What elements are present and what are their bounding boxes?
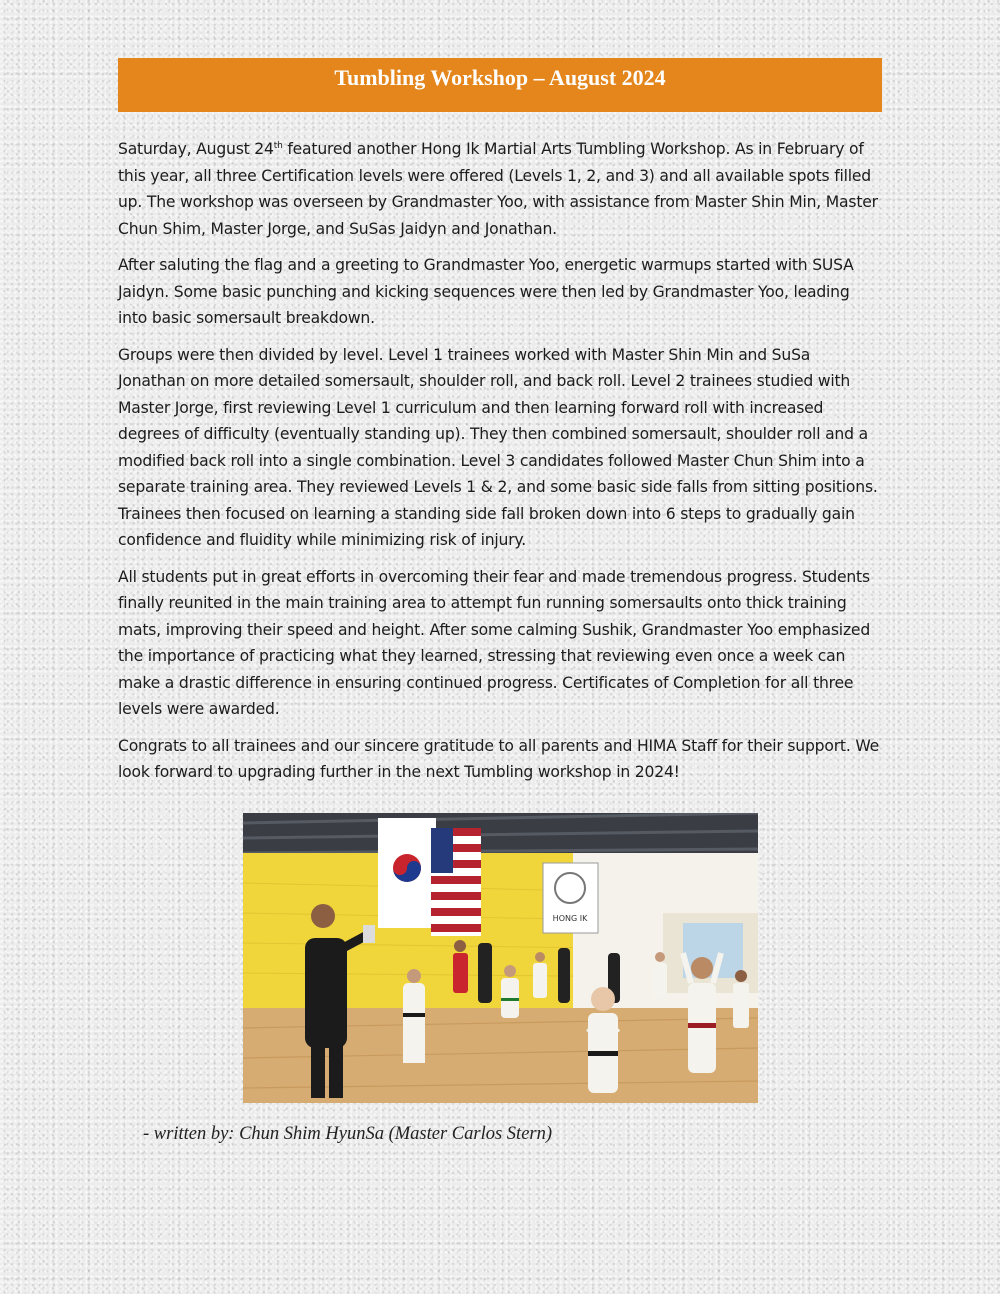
paragraph-thanks: Congrats to all trainees and our sincere gratitude to all parents and HIMA Staff for their support. We look forward to upgrading further in the next Tumbling workshop in 2024! — [118, 736, 880, 781]
paragraph-progress: All students put in great efforts in overcoming their fear and made tremendous progress. Students finally reunited in the main training area to attempt fun running somersaults onto thick training mats, improving their speed and height. After some calming Sushik, Grandmaster Yoo emphasized the importance of practicing what they learned, stressing that reviewing even once a week can make a drastic difference in ensuring continued progress. Certificates of Completion for all three levels were awarded. — [118, 567, 871, 718]
paragraph-groups: Groups were then divided by level. Level 1 trainees worked with Master Shin Min and SuSa Jonathan on more detailed somersault, shoulder roll, and back roll. Level 2 trainees studied with Master Jorge, first reviewing Level 1 curriculum and then learning forward roll with increased degrees of difficulty (eventually standing up). They then combined somersault, shoulder roll and a modified back roll into a single combination. Level 3 candidates followed Master Chun Shim into a separate training area. They reviewed Levels 1 & 2, and some basic side falls from sitting positions. Trainees then focused on learning a standing side fall broken down into 6 steps to gradually gain confidence and fluidity while minimizing risk of injury. — [118, 345, 878, 549]
author-byline: - written by: Chun Shim HyunSa (Master Carlos Stern) — [143, 1124, 553, 1144]
title-banner — [118, 58, 882, 112]
workshop-photo — [243, 813, 758, 1103]
paragraph-intro: Saturday, August 24th featured another Hong Ik Martial Arts Tumbling Workshop. As in February of this year, all three Certification levels were offered (Levels 1, 2, and 3) and all available spots filled up. The workshop was overseen by Grandmaster Yoo, with assistance from Master Shin Min, Master Chun Shim, Master Jorge, and SuSas Jaidyn and Jonathan. — [118, 140, 878, 238]
dojang-sign-text: HONG IK — [552, 914, 588, 923]
article-body — [118, 136, 882, 796]
paragraph-warmup: After saluting the flag and a greeting to Grandmaster Yoo, energetic warmups started with SUSA Jaidyn. Some basic punching and kicking sequences were then led by Grandmaster Yoo, leading into basic somersault breakdown. — [118, 256, 854, 327]
page-title: Tumbling Workshop – August 2024 — [334, 65, 666, 90]
us-flag — [431, 828, 481, 936]
